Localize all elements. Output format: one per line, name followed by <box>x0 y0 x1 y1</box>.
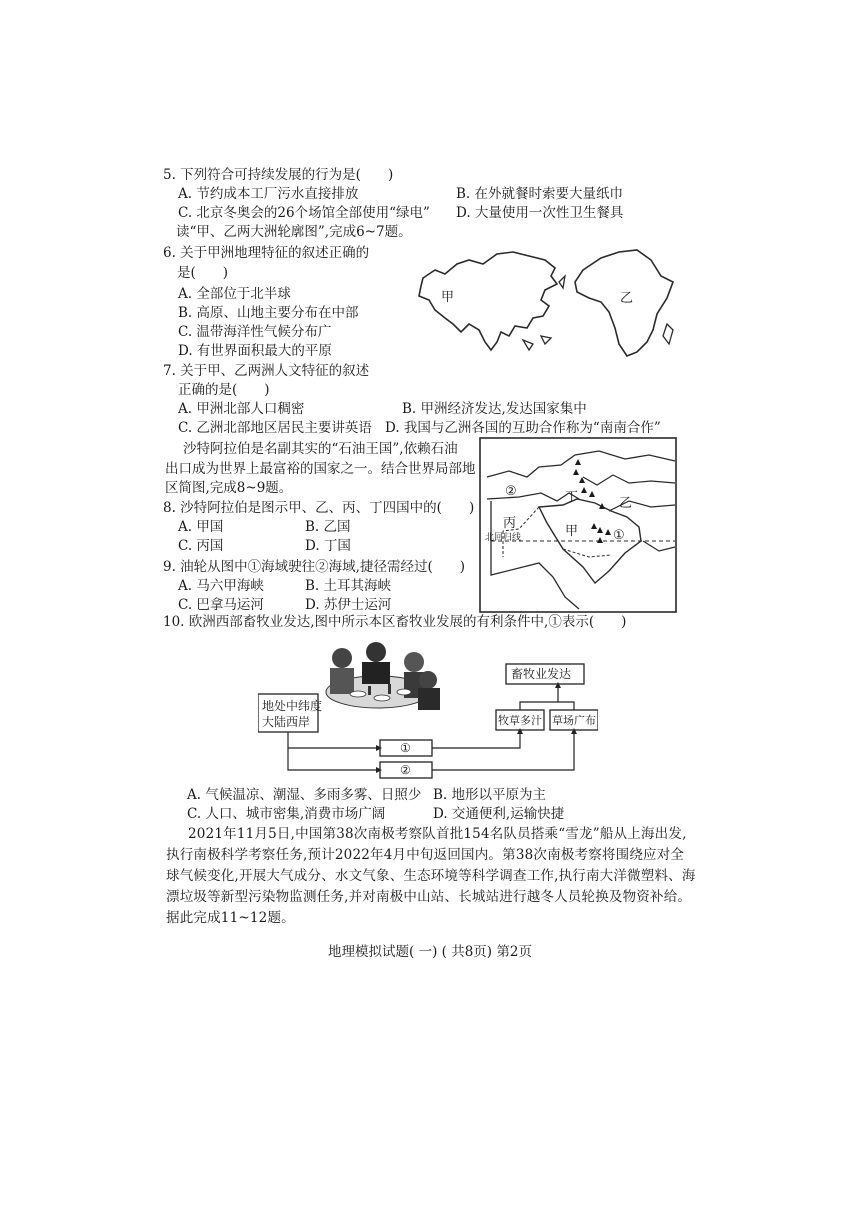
box-grass-label: 草场广布 <box>552 714 596 727</box>
box-1-label: ① <box>400 741 411 755</box>
dining-illustration <box>326 642 440 710</box>
q6-option-c: C. 温带海洋性气候分布广 <box>178 324 332 340</box>
q10-option-c: C. 人口、城市密集,消费市场广阔 <box>187 806 386 822</box>
asia-outline <box>419 252 557 350</box>
q7-option-a: A. 甲洲北部人口稠密 <box>178 401 305 417</box>
map2-label-2: ② <box>505 484 517 499</box>
map2-label-1: ① <box>613 528 625 543</box>
map2-label-yi: 乙 <box>619 496 633 511</box>
q8-option-a: A. 甲国 <box>178 519 224 535</box>
intro-8-9-line2: 出口成为世界上最富裕的国家之一。结合世界局部地 <box>165 461 476 477</box>
page-footer: 地理模拟试题( 一) ( 共8页) 第2页 <box>328 944 532 960</box>
q10-option-d: D. 交通便利,运输快捷 <box>433 806 565 822</box>
q7-stem-line2: 正确的是( ) <box>178 382 270 398</box>
box-result-label: 畜牧业发达 <box>511 667 572 681</box>
box-pasture-label: 牧草多汁 <box>498 714 542 727</box>
intro-6-7: 读“甲、乙两大洲轮廓图”,完成6~7题。 <box>176 224 412 240</box>
q8-option-c: C. 丙国 <box>178 538 224 554</box>
intro-8-9-line3: 区简图,完成8~9题。 <box>165 480 293 496</box>
map2-label-bing: 丙 <box>503 516 517 531</box>
map-label-yi: 乙 <box>620 291 634 306</box>
q7-option-d: D. 我国与乙洲各国的互助合作称为“南南合作” <box>385 420 661 436</box>
passage-11-12 <box>166 824 696 929</box>
q8-option-d: D. 丁国 <box>305 538 351 554</box>
q7-stem-line1: 7. 关于甲、乙两洲人文特征的叙述 <box>163 363 370 379</box>
q5-option-d: D. 大量使用一次性卫生餐具 <box>456 205 624 221</box>
passage-text: 2021年11月5日,中国第38次南极考察队首批154名队员搭乘“雪龙”船从上海出发,执行南极科学考察任务,预计2022年4月中旬返回国内。第38次南极考察将围绕应对全球气候变化,开展大气成分、水文气象、生态环境等科学调查工作,执行南大洋微塑料、海漂垃圾等新型污染物监测任务,并对南极中山站、长城站进行越冬人员轮换及物资补给。据此完成11~12题。 <box>166 826 696 926</box>
box-2-label: ② <box>400 763 411 777</box>
q8-option-b: B. 乙国 <box>305 519 351 535</box>
q10-option-b: B. 地形以平原为主 <box>433 787 547 803</box>
q6-option-b: B. 高原、山地主要分布在中部 <box>178 305 359 321</box>
livestock-flow-diagram <box>258 640 598 782</box>
q5-option-b: B. 在外就餐时索要大量纸巾 <box>456 186 624 202</box>
q6-option-d: D. 有世界面积最大的平原 <box>178 343 332 359</box>
map2-label-ding: 丁 <box>565 490 579 505</box>
q9-option-c: C. 巴拿马运河 <box>178 597 264 613</box>
q8-stem: 8. 沙特阿拉伯是图示甲、乙、丙、丁四国中的( ) <box>163 500 475 516</box>
q10-stem: 10. 欧洲西部畜牧业发达,图中所示本区畜牧业发展的有利条件中,①表示( ) <box>163 614 627 630</box>
q6-stem-line1: 6. 关于甲洲地理特征的叙述正确的 <box>163 245 370 261</box>
q9-option-d: D. 苏伊士运河 <box>305 597 392 613</box>
q5-option-a: A. 节约成本工厂污水直接排放 <box>178 186 359 202</box>
q6-option-a: A. 全部位于北半球 <box>178 286 291 302</box>
q5-option-c: C. 北京冬奥会的26个场馆全部使用“绿电” <box>178 205 430 221</box>
middle-east-map <box>479 437 677 613</box>
map-label-jia: 甲 <box>441 290 455 305</box>
q5-stem: 5. 下列符合可持续发展的行为是( ) <box>163 167 394 183</box>
map2-label-jia: 甲 <box>565 524 579 539</box>
q9-option-b: B. 土耳其海峡 <box>305 578 392 594</box>
continent-outline-maps <box>405 240 685 362</box>
map2-tropic-label: 北回归线 <box>485 533 522 543</box>
q6-stem-line2: 是( ) <box>177 265 229 281</box>
box-left-line1: 地处中纬度 <box>262 699 323 713</box>
q7-option-c: C. 乙洲北部地区居民主要讲英语 <box>178 420 372 436</box>
q7-option-b: B. 甲洲经济发达,发达国家集中 <box>402 401 587 417</box>
intro-8-9-line1: 沙特阿拉伯是名副其实的“石油王国”,依赖石油 <box>183 441 458 457</box>
q9-option-a: A. 马六甲海峡 <box>178 578 264 594</box>
q10-option-a: A. 气候温凉、潮湿、多雨多雾、日照少 <box>187 787 422 803</box>
q9-stem: 9. 油轮从图中①海域驶往②海域,捷径需经过( ) <box>163 559 465 575</box>
box-left-line2: 大陆西岸 <box>262 715 311 729</box>
